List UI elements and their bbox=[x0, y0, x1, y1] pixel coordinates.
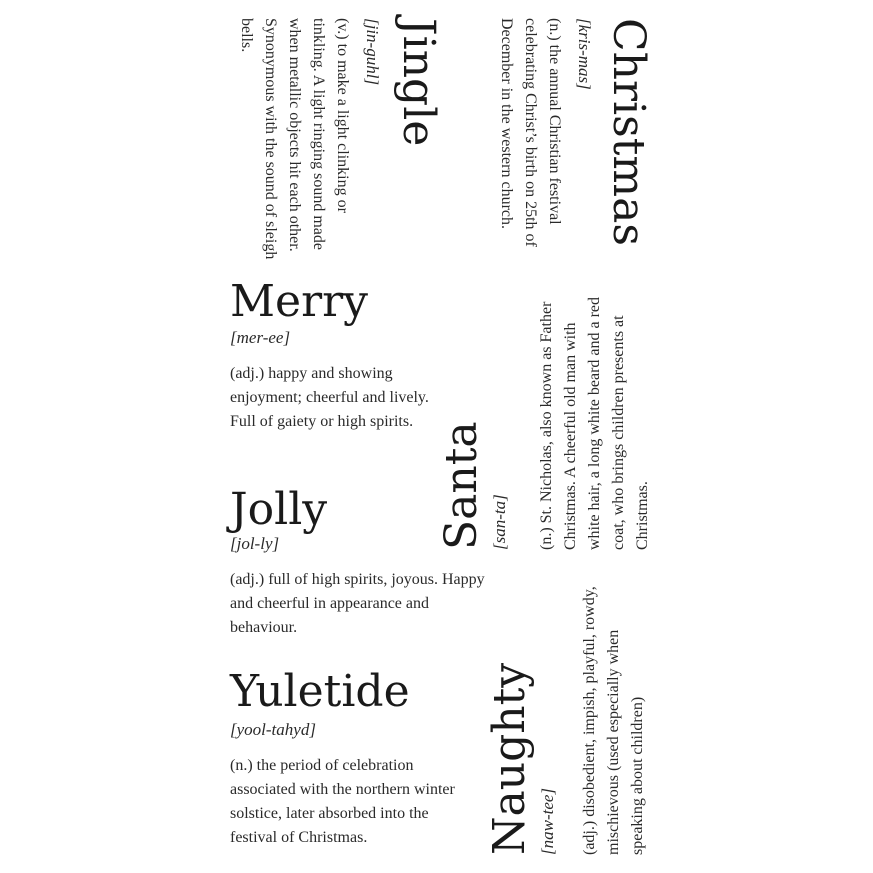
entry-pronunciation: [kris-mas] bbox=[575, 18, 594, 90]
entry-pronunciation: [naw-tee] bbox=[538, 787, 557, 855]
entry-pronunciation: [san-ta] bbox=[490, 494, 509, 550]
entry-definition: (adj.) full of high spirits, joyous. Happy and cheerful in appearance and behaviour. bbox=[230, 571, 485, 636]
entry-definition: (n.) the period of celebration associated with the northern winter solstice, later absorbed into the festival of Christmas. bbox=[230, 757, 455, 846]
entry-word: Yuletide bbox=[230, 666, 410, 717]
entry-pronunciation: [mer-ee] bbox=[230, 328, 291, 347]
entry-word: Jingle bbox=[393, 18, 444, 147]
entry-word: Naughty bbox=[484, 662, 535, 855]
entry-definition: (adj.) happy and showing enjoyment; cheerful and lively. Full of gaiety or high spirits. bbox=[230, 365, 429, 430]
entry-yuletide bbox=[230, 666, 465, 850]
entry-definition: (n.) St. Nicholas, also known as Father Christmas. A cheerful old man with white hair, a long white beard and a red coat, who brings children presents at Christmas. bbox=[538, 296, 651, 550]
entry-merry bbox=[230, 276, 430, 434]
entry-word: Santa bbox=[436, 421, 487, 550]
entry-definition: (v.) to make a light clinking or tinkling. A light ringing sound made when metallic objects hit each other. Synonymous with the sound of sleigh bells. bbox=[238, 18, 351, 260]
entry-pronunciation: [jin-guhl] bbox=[363, 18, 382, 86]
entry-word: Christmas bbox=[603, 18, 654, 246]
entry-definition: (adj.) disobedient, impish, playful, rowdy, mischievous (used especially when speaking about children) bbox=[581, 586, 646, 855]
entry-pronunciation: [jol-ly] bbox=[230, 534, 280, 553]
entry-word: Merry bbox=[230, 276, 369, 327]
entry-pronunciation: [yool-tahyd] bbox=[230, 720, 316, 739]
entry-definition: (n.) the annual Christian festival celebrating Christ’s birth on 25th of December in the western church. bbox=[498, 18, 563, 247]
entry-word: Jolly bbox=[230, 484, 328, 535]
